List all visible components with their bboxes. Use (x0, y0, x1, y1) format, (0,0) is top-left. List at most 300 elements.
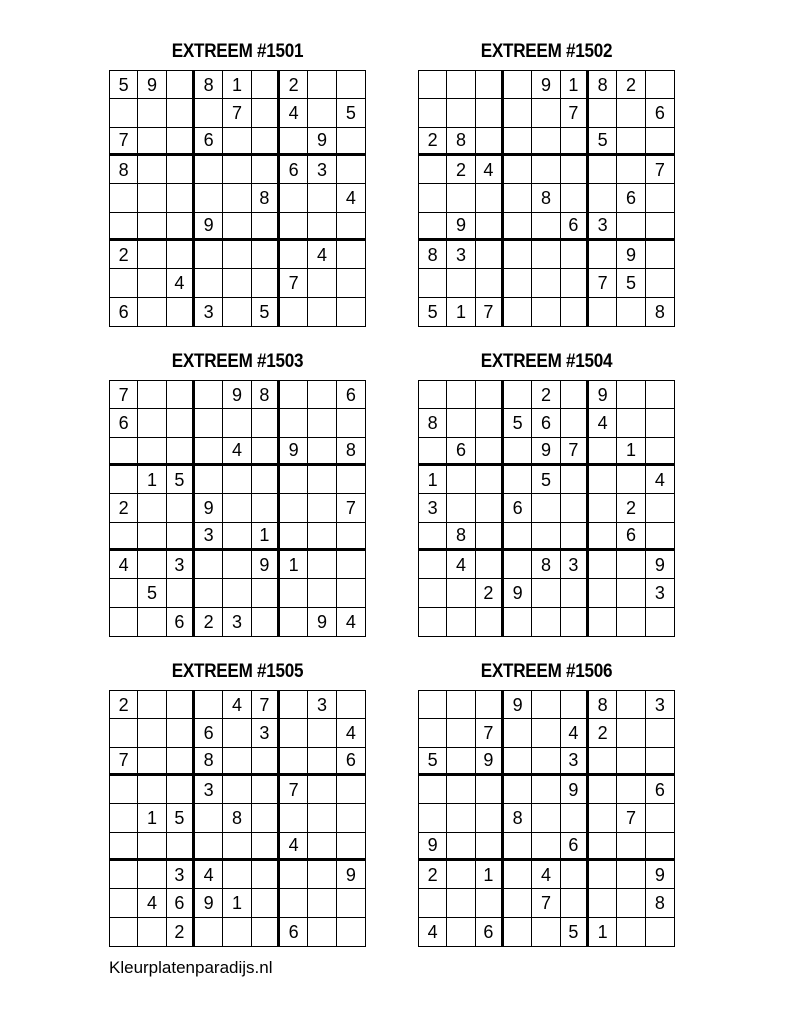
sudoku-cell (195, 918, 223, 946)
sudoku-cell: 1 (476, 861, 504, 889)
sudoku-cell: 8 (110, 156, 138, 184)
sudoku-cell (110, 213, 138, 241)
sudoku-cell (223, 409, 251, 437)
sudoku-cell: 8 (646, 889, 674, 917)
sudoku-cell (223, 579, 251, 607)
sudoku-cell: 3 (561, 551, 589, 579)
sudoku-cell (646, 269, 674, 297)
sudoku-cell (532, 776, 560, 804)
sudoku-cell (504, 776, 532, 804)
sudoku-grid (109, 70, 366, 327)
sudoku-cell: 6 (617, 523, 645, 551)
sudoku-cell (252, 889, 280, 917)
sudoku-cell (110, 918, 138, 946)
sudoku-cell (447, 381, 475, 409)
sudoku-cell (532, 804, 560, 832)
sudoku-cell (447, 861, 475, 889)
sudoku-cell: 7 (617, 804, 645, 832)
sudoku-cell (504, 213, 532, 241)
sudoku-cell (561, 128, 589, 156)
sudoku-cell: 6 (280, 156, 308, 184)
sudoku-cell: 4 (223, 691, 251, 719)
sudoku-cell: 8 (223, 804, 251, 832)
sudoku-cell (138, 748, 166, 776)
sudoku-cell (419, 213, 447, 241)
sudoku-cell (646, 184, 674, 212)
sudoku-cell (138, 128, 166, 156)
sudoku-cell (337, 804, 365, 832)
sudoku-cell (447, 184, 475, 212)
sudoku-cell: 6 (195, 128, 223, 156)
sudoku-cell (308, 213, 336, 241)
sudoku-cell (110, 269, 138, 297)
sudoku-cell (476, 409, 504, 437)
sudoku-cell: 7 (280, 269, 308, 297)
sudoku-cell: 2 (617, 494, 645, 522)
sudoku-cell: 5 (252, 298, 280, 326)
sudoku-cell (280, 128, 308, 156)
sudoku-cell (646, 523, 674, 551)
sudoku-cell: 2 (195, 608, 223, 636)
sudoku-cell (447, 691, 475, 719)
sudoku-cell (589, 889, 617, 917)
sudoku-cell: 2 (110, 691, 138, 719)
sudoku-cell: 9 (447, 213, 475, 241)
sudoku-cell (337, 523, 365, 551)
sudoku-cell: 6 (280, 918, 308, 946)
sudoku-cell (167, 128, 195, 156)
sudoku-cell (252, 918, 280, 946)
sudoku-cell (504, 889, 532, 917)
sudoku-cell (504, 71, 532, 99)
sudoku-cell (223, 466, 251, 494)
sudoku-cell (252, 71, 280, 99)
sudoku-cell (476, 608, 504, 636)
sudoku-cell (419, 608, 447, 636)
sudoku-cell: 3 (447, 241, 475, 269)
sudoku-cell (617, 128, 645, 156)
sudoku-cell (223, 918, 251, 946)
sudoku-cell: 3 (561, 748, 589, 776)
sudoku-cell: 9 (646, 551, 674, 579)
sudoku-cell (561, 579, 589, 607)
sudoku-grid (418, 70, 675, 327)
sudoku-cell (167, 241, 195, 269)
sudoku-cell: 8 (337, 438, 365, 466)
sudoku-cell (561, 241, 589, 269)
sudoku-cell (252, 776, 280, 804)
sudoku-cell (280, 719, 308, 747)
sudoku-cell (447, 833, 475, 861)
sudoku-cell (447, 608, 475, 636)
sudoku-cell (589, 861, 617, 889)
sudoku-cell: 7 (561, 99, 589, 127)
sudoku-cell (646, 804, 674, 832)
sudoku-cell (252, 579, 280, 607)
sudoku-cell: 9 (561, 776, 589, 804)
sudoku-cell: 6 (447, 438, 475, 466)
sudoku-cell (589, 608, 617, 636)
sudoku-cell (561, 494, 589, 522)
sudoku-cell (195, 409, 223, 437)
sudoku-cell: 7 (110, 748, 138, 776)
sudoku-grid (418, 380, 675, 637)
sudoku-cell (308, 269, 336, 297)
sudoku-cell (561, 269, 589, 297)
sudoku-cell: 8 (589, 71, 617, 99)
sudoku-cell: 6 (561, 833, 589, 861)
sudoku-cell: 4 (337, 719, 365, 747)
sudoku-cell (223, 494, 251, 522)
sudoku-cell: 6 (167, 889, 195, 917)
sudoku-cell (532, 298, 560, 326)
sudoku-cell (532, 748, 560, 776)
sudoku-cell: 3 (167, 551, 195, 579)
sudoku-cell (476, 213, 504, 241)
sudoku-cell: 5 (167, 466, 195, 494)
sudoku-cell (532, 156, 560, 184)
sudoku-cell (195, 551, 223, 579)
sudoku-cell (646, 438, 674, 466)
sudoku-cell: 4 (308, 241, 336, 269)
sudoku-cell: 1 (223, 71, 251, 99)
sudoku-cell (447, 579, 475, 607)
sudoku-cell: 7 (252, 691, 280, 719)
sudoku-cell: 4 (167, 269, 195, 297)
sudoku-cell: 1 (589, 918, 617, 946)
sudoku-cell (138, 409, 166, 437)
sudoku-cell: 3 (589, 213, 617, 241)
sudoku-cell: 9 (589, 381, 617, 409)
sudoku-cell: 4 (419, 918, 447, 946)
sudoku-cell (280, 298, 308, 326)
sudoku-cell (110, 99, 138, 127)
sudoku-cell (252, 804, 280, 832)
sudoku-cell (252, 99, 280, 127)
sudoku-cell (223, 128, 251, 156)
sudoku-cell (476, 438, 504, 466)
sudoku-cell (252, 269, 280, 297)
sudoku-cell (280, 579, 308, 607)
sudoku-cell (504, 241, 532, 269)
sudoku-cell (589, 156, 617, 184)
sudoku-cell: 6 (337, 381, 365, 409)
sudoku-cell (308, 99, 336, 127)
sudoku-cell (476, 551, 504, 579)
sudoku-cell (252, 213, 280, 241)
puzzle-title: EXTREEM #1505 (171, 661, 304, 682)
sudoku-cell (138, 918, 166, 946)
sudoku-cell: 3 (195, 776, 223, 804)
sudoku-cell: 3 (646, 579, 674, 607)
sudoku-cell (561, 184, 589, 212)
sudoku-cell: 5 (589, 128, 617, 156)
sudoku-cell (504, 438, 532, 466)
sudoku-cell (504, 99, 532, 127)
sudoku-cell (617, 409, 645, 437)
sudoku-cell (138, 608, 166, 636)
footer-credit: Kleurplatenparadijs.nl (109, 958, 273, 977)
sudoku-cell (646, 241, 674, 269)
sudoku-cell (252, 494, 280, 522)
sudoku-cell: 8 (419, 241, 447, 269)
sudoku-cell (617, 99, 645, 127)
sudoku-cell (504, 861, 532, 889)
sudoku-cell (617, 691, 645, 719)
sudoku-cell: 8 (654, 301, 665, 322)
sudoku-cell (167, 438, 195, 466)
sudoku-cell (138, 269, 166, 297)
sudoku-cell: 4 (447, 551, 475, 579)
sudoku-cell (110, 438, 138, 466)
sudoku-cell (476, 691, 504, 719)
sudoku-cell (337, 156, 365, 184)
sudoku-cell (223, 298, 251, 326)
sudoku-cell: 6 (504, 494, 532, 522)
sudoku-cell (504, 551, 532, 579)
sudoku-cell (308, 719, 336, 747)
sudoku-cell (110, 184, 138, 212)
sudoku-cell (280, 409, 308, 437)
sudoku-cell: 5 (419, 748, 447, 776)
sudoku-cell (419, 99, 447, 127)
sudoku-cell: 5 (532, 466, 560, 494)
sudoku-cell (138, 833, 166, 861)
sudoku-cell (223, 861, 251, 889)
sudoku-cell (617, 889, 645, 917)
sudoku-cell (447, 748, 475, 776)
sudoku-cell (419, 719, 447, 747)
sudoku-cell (419, 691, 447, 719)
sudoku-cell (308, 523, 336, 551)
sudoku-cell: 9 (532, 438, 560, 466)
sudoku-cell: 8 (447, 523, 475, 551)
sudoku-cell (447, 918, 475, 946)
sudoku-cell (447, 269, 475, 297)
sudoku-cell: 2 (532, 381, 560, 409)
puzzle-title: EXTREEM #1506 (480, 661, 613, 682)
sudoku-cell: 4 (589, 409, 617, 437)
sudoku-cell (223, 184, 251, 212)
sudoku-cell (617, 861, 645, 889)
sudoku-cell (447, 99, 475, 127)
sudoku-cell: 5 (419, 298, 447, 326)
sudoku-cell (308, 748, 336, 776)
sudoku-cell (110, 804, 138, 832)
sudoku-cell: 9 (252, 551, 280, 579)
sudoku-cell (337, 776, 365, 804)
sudoku-cell (138, 184, 166, 212)
sudoku-cell (447, 494, 475, 522)
sudoku-cell: 9 (308, 128, 336, 156)
sudoku-cell: 2 (589, 719, 617, 747)
sudoku-cell (195, 691, 223, 719)
sudoku-cell (308, 184, 336, 212)
sudoku-cell (252, 833, 280, 861)
sudoku-cell (308, 551, 336, 579)
sudoku-cell: 6 (110, 298, 138, 326)
sudoku-cell: 7 (223, 99, 251, 127)
sudoku-cell (589, 776, 617, 804)
sudoku-cell (589, 551, 617, 579)
sudoku-cell (252, 748, 280, 776)
sudoku-cell (167, 494, 195, 522)
sudoku-cell (419, 71, 447, 99)
sudoku-cell: 9 (646, 861, 674, 889)
sudoku-cell: 1 (138, 466, 166, 494)
sudoku-cell (280, 861, 308, 889)
sudoku-cell: 7 (280, 776, 308, 804)
sudoku-cell (138, 691, 166, 719)
sudoku-cell (138, 298, 166, 326)
sudoku-cell (617, 381, 645, 409)
sudoku-cell (561, 608, 589, 636)
sudoku-cell: 2 (110, 494, 138, 522)
sudoku-cell (617, 748, 645, 776)
sudoku-cell: 4 (337, 184, 365, 212)
sudoku-cell (223, 776, 251, 804)
sudoku-cell (646, 719, 674, 747)
sudoku-cell: 3 (419, 494, 447, 522)
sudoku-cell: 2 (419, 128, 447, 156)
sudoku-cell (476, 466, 504, 494)
sudoku-cell (308, 889, 336, 917)
sudoku-cell: 6 (195, 719, 223, 747)
sudoku-cell: 8 (504, 804, 532, 832)
puzzle-title: EXTREEM #1504 (480, 351, 613, 372)
sudoku-cell (589, 99, 617, 127)
sudoku-cell: 1 (138, 804, 166, 832)
sudoku-cell (447, 466, 475, 494)
sudoku-cell (223, 551, 251, 579)
sudoku-cell (646, 409, 674, 437)
sudoku-cell: 7 (561, 438, 589, 466)
sudoku-cell (223, 748, 251, 776)
sudoku-cell (337, 833, 365, 861)
sudoku-cell: 1 (252, 523, 280, 551)
sudoku-cell (589, 298, 617, 326)
sudoku-cell (195, 381, 223, 409)
sudoku-cell: 9 (532, 71, 560, 99)
sudoku-cell: 7 (589, 269, 617, 297)
sudoku-cell: 8 (419, 409, 447, 437)
sudoku-cell (280, 466, 308, 494)
sudoku-cell: 3 (646, 691, 674, 719)
sudoku-cell: 3 (195, 298, 223, 326)
sudoku-cell: 6 (617, 184, 645, 212)
sudoku-cell (589, 579, 617, 607)
sudoku-cell (337, 213, 365, 241)
sudoku-cell (476, 381, 504, 409)
sudoku-cell (138, 241, 166, 269)
sudoku-cell (419, 523, 447, 551)
puzzle-title: EXTREEM #1502 (480, 41, 613, 62)
sudoku-cell (280, 494, 308, 522)
sudoku-cell (252, 156, 280, 184)
sudoku-cell (110, 608, 138, 636)
sudoku-cell (138, 438, 166, 466)
sudoku-cell (561, 889, 589, 917)
sudoku-cell: 9 (138, 71, 166, 99)
sudoku-cell (280, 804, 308, 832)
sudoku-cell (419, 776, 447, 804)
sudoku-cell (308, 494, 336, 522)
sudoku-cell (337, 241, 365, 269)
sudoku-cell (646, 833, 674, 861)
sudoku-cell (561, 861, 589, 889)
sudoku-cell (617, 213, 645, 241)
sudoku-cell (504, 381, 532, 409)
sudoku-cell: 2 (167, 918, 195, 946)
sudoku-cell (504, 466, 532, 494)
sudoku-cell (532, 494, 560, 522)
sudoku-cell (195, 579, 223, 607)
sudoku-cell: 7 (110, 381, 138, 409)
sudoku-cell (561, 466, 589, 494)
sudoku-cell (532, 691, 560, 719)
sudoku-cell (646, 918, 674, 946)
sudoku-cell (561, 381, 589, 409)
sudoku-cell: 8 (447, 128, 475, 156)
sudoku-cell (110, 833, 138, 861)
sudoku-cell: 9 (476, 748, 504, 776)
sudoku-cell (167, 381, 195, 409)
sudoku-cell: 9 (308, 608, 336, 636)
sudoku-cell: 5 (110, 71, 138, 99)
sudoku-cell (589, 438, 617, 466)
sudoku-cell (167, 691, 195, 719)
sudoku-cell (252, 128, 280, 156)
sudoku-cell (195, 241, 223, 269)
sudoku-cell: 4 (476, 156, 504, 184)
sudoku-cell (308, 861, 336, 889)
sudoku-cell: 7 (646, 156, 674, 184)
sudoku-cell (167, 776, 195, 804)
sudoku-cell (646, 608, 674, 636)
sudoku-cell (504, 128, 532, 156)
sudoku-cell: 1 (280, 551, 308, 579)
sudoku-cell: 5 (167, 804, 195, 832)
sudoku-cell (195, 438, 223, 466)
sudoku-cell (589, 241, 617, 269)
sudoku-cell (476, 71, 504, 99)
sudoku-cell (167, 156, 195, 184)
sudoku-cell (167, 71, 195, 99)
sudoku-cell: 6 (646, 776, 674, 804)
sudoku-cell: 5 (504, 409, 532, 437)
sudoku-cell: 2 (617, 71, 645, 99)
sudoku-cell (447, 889, 475, 917)
sudoku-cell (561, 409, 589, 437)
sudoku-cell (138, 494, 166, 522)
sudoku-cell: 9 (419, 833, 447, 861)
sudoku-cell (138, 719, 166, 747)
sudoku-cell (532, 918, 560, 946)
sudoku-cell (532, 719, 560, 747)
sudoku-cell (532, 608, 560, 636)
sudoku-cell (419, 184, 447, 212)
sudoku-cell (646, 213, 674, 241)
sudoku-cell (617, 608, 645, 636)
sudoku-cell (167, 523, 195, 551)
sudoku-cell (337, 409, 365, 437)
sudoku-cell: 3 (308, 691, 336, 719)
sudoku-cell: 2 (280, 71, 308, 99)
sudoku-cell (532, 99, 560, 127)
sudoku-cell: 7 (476, 298, 504, 326)
sudoku-cell (419, 269, 447, 297)
sudoku-cell (561, 298, 589, 326)
